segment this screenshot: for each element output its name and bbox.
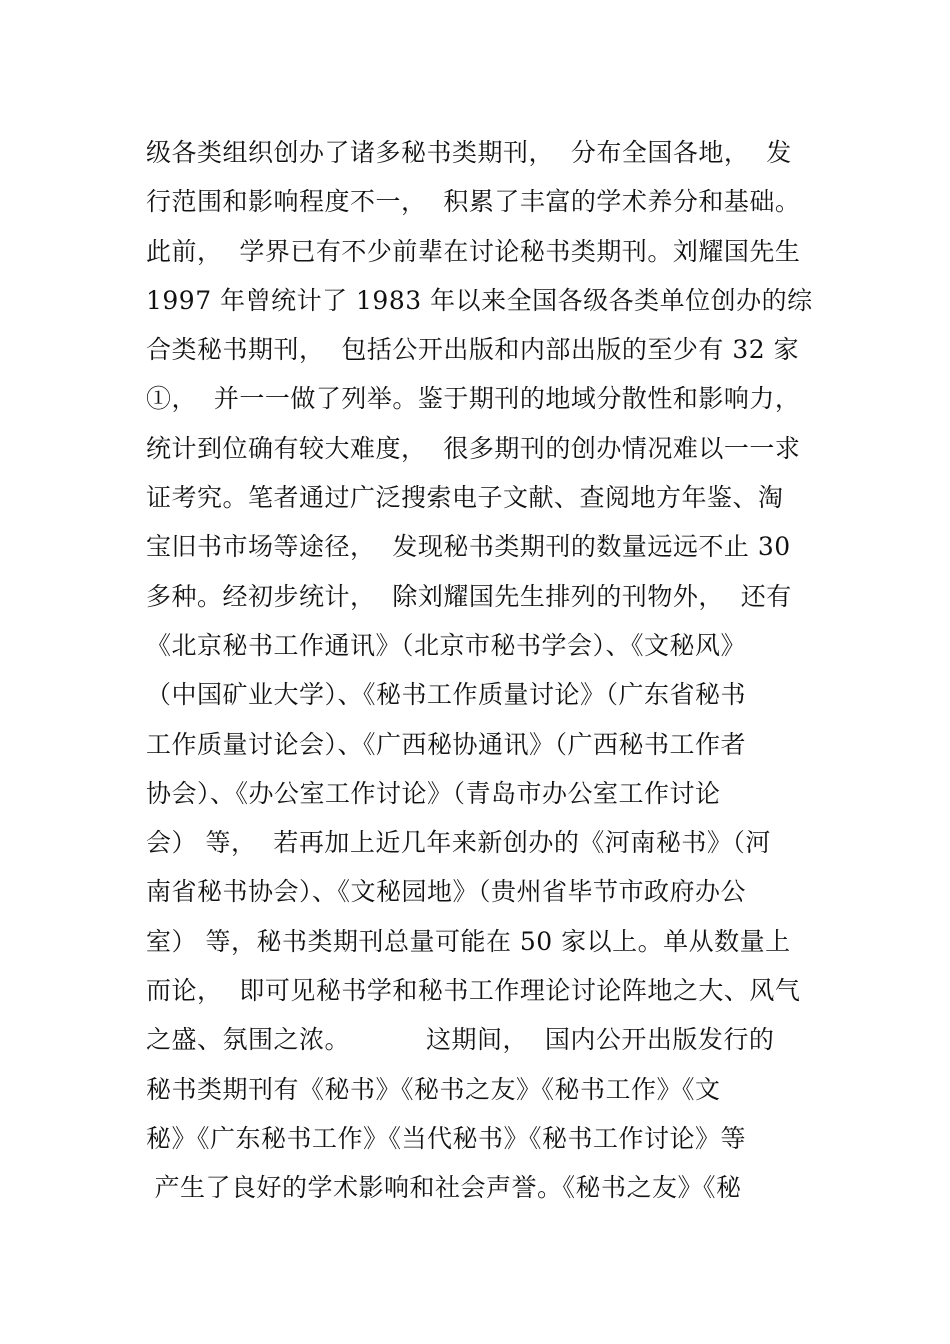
text-line: 宝旧书市场等途径， 发现秘书类期刊的数量远远不止 30 bbox=[146, 532, 791, 562]
text-line: 秘书类期刊有《秘书》《秘书之友》《秘书工作》《文 bbox=[146, 1074, 721, 1104]
text-line: 而论， 即可见秘书学和秘书工作理论讨论阵地之大、风气 bbox=[146, 976, 801, 1006]
text-line: 南省秘书协会）、《文秘园地》（贵州省毕节市政府办公 bbox=[146, 877, 747, 907]
text-line: 秘》《广东秘书工作》《当代秘书》《秘书工作讨论》等 bbox=[146, 1123, 747, 1153]
text-line: 统计到位确有较大难度， 很多期刊的创办情况难以一一求 bbox=[146, 433, 801, 463]
text-line: 多种。经初步统计， 除刘耀国先生排列的刊物外， 还有 bbox=[146, 581, 792, 611]
text-line: ①， 并一一做了列举。鉴于期刊的地域分散性和影响力， bbox=[146, 384, 801, 414]
text-line: 此前， 学界已有不少前辈在讨论秘书类期刊。刘耀国先生 bbox=[146, 236, 801, 266]
text-line: 工作质量讨论会）、《广西秘协通讯》（广西秘书工作者 bbox=[146, 729, 747, 759]
text-line: 会） 等， 若再加上近几年来新创办的《河南秘书》（河 bbox=[146, 828, 771, 858]
text-line: 室） 等，秘书类期刊总量可能在 50 家以上。单从数量上 bbox=[146, 926, 791, 956]
text-line: 1997 年曾统计了 1983 年以来全国各级各类单位创办的综 bbox=[146, 285, 813, 315]
text-line: （中国矿业大学）、《秘书工作质量讨论》（广东省秘书 bbox=[146, 680, 747, 710]
text-line: 证考究。笔者通过广泛搜索电子文献、查阅地方年鉴、淘 bbox=[146, 483, 784, 513]
document-body-text bbox=[146, 128, 811, 1213]
text-line: 产生了良好的学术影响和社会声誉。《秘书之友》《秘 bbox=[146, 1173, 742, 1203]
text-line: 《北京秘书工作通讯》（北京市秘书学会）、《文秘风》 bbox=[146, 630, 747, 660]
text-line: 之盛、氛围之浓。 这期间， 国内公开出版发行的 bbox=[146, 1025, 775, 1055]
text-line: 行范围和影响程度不一， 积累了丰富的学术养分和基础。 bbox=[146, 187, 801, 217]
text-line: 协会）、《办公室工作讨论》（青岛市办公室工作讨论 bbox=[146, 778, 721, 808]
text-line: 合类秘书期刊， 包括公开出版和内部出版的至少有 32 家 bbox=[146, 335, 800, 365]
text-line: 级各类组织创办了诸多秘书类期刊， 分布全国各地， 发 bbox=[146, 138, 792, 167]
